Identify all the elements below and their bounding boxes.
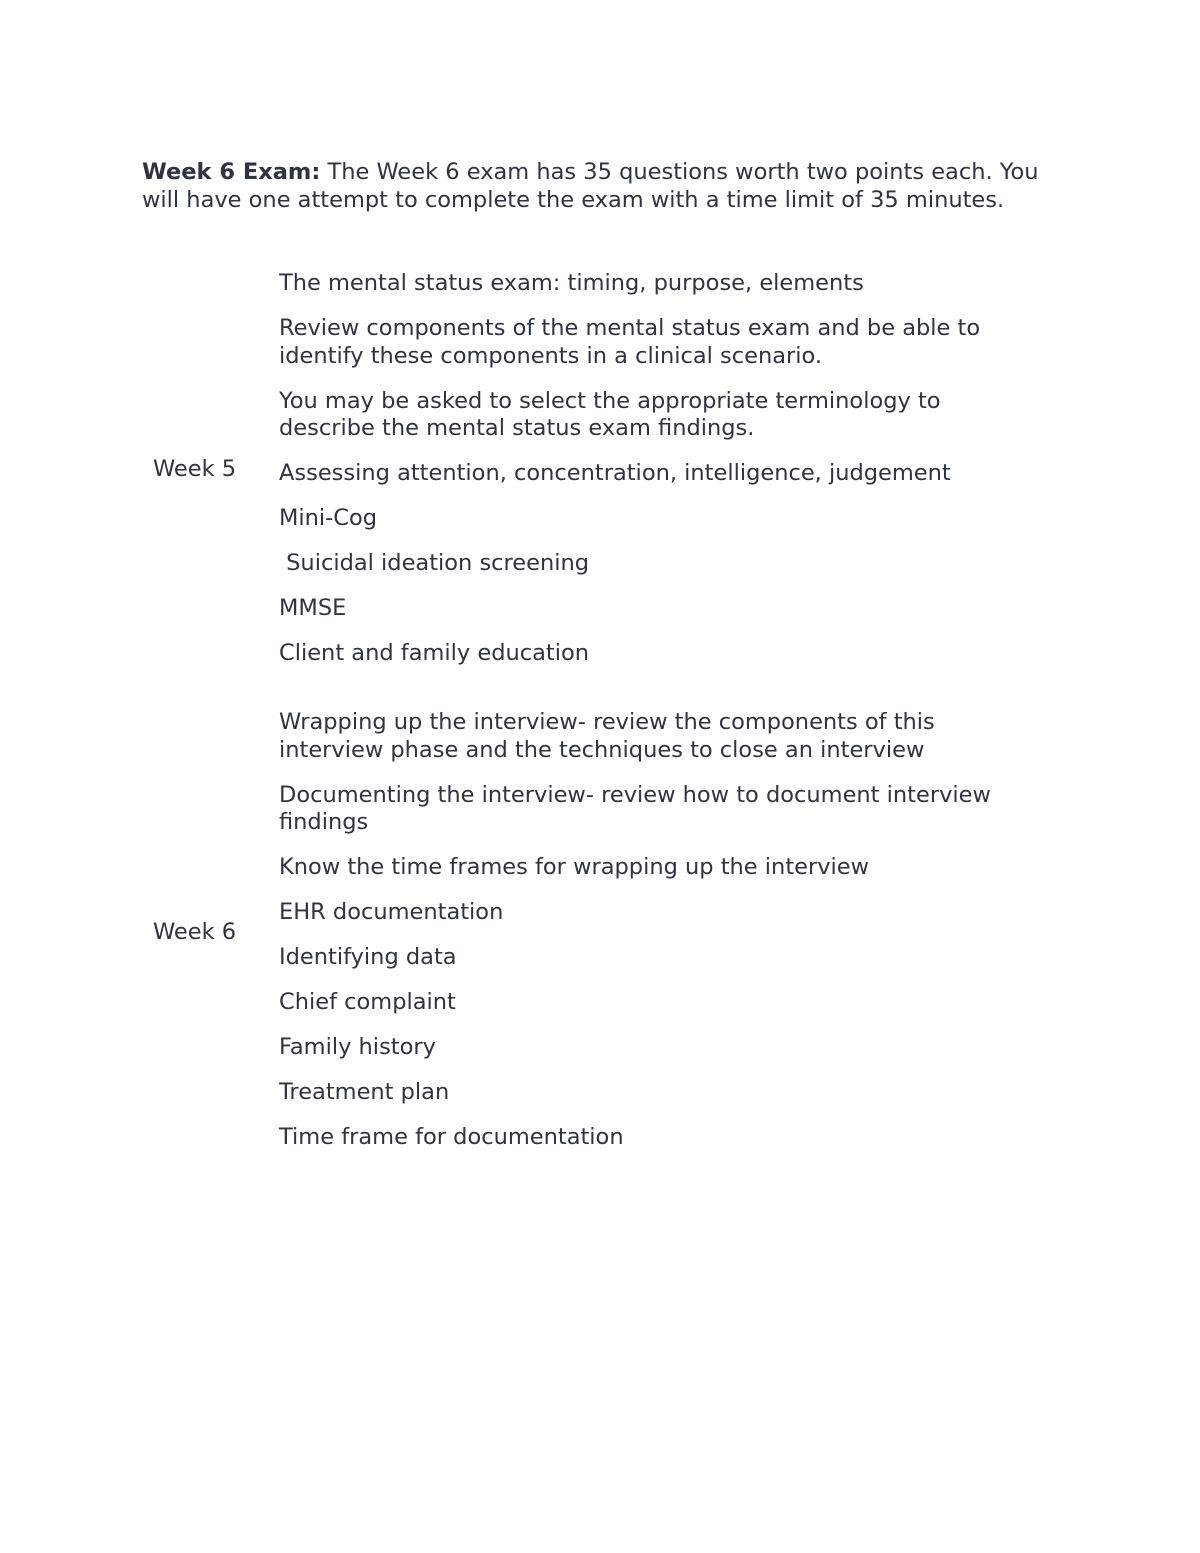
topic-item: Know the time frames for wrapping up the interview bbox=[279, 854, 870, 880]
exam-intro-lead: Week 6 Exam: bbox=[142, 159, 321, 185]
exam-intro-text: The Week 6 exam has 35 questions worth two points each. You will have one attempt to complete the exam with a time limit of 35 minutes. bbox=[142, 159, 1039, 213]
topic-item: Review components of the mental status exam and be able to identify these components in a clinical scenario. bbox=[279, 315, 981, 369]
week-5-topic-list bbox=[279, 270, 1039, 685]
topic-item: EHR documentation bbox=[279, 899, 504, 925]
topic-item: Documenting the interview- review how to document interview findings bbox=[279, 781, 991, 835]
topic-item: Wrapping up the interview- review the components of this interview phase and the techniques to close an interview bbox=[279, 709, 935, 763]
topic-item: Identifying data bbox=[279, 944, 457, 970]
exam-intro-paragraph bbox=[142, 158, 1052, 214]
week-6-label: Week 6 bbox=[153, 919, 237, 945]
topic-item: Treatment plan bbox=[279, 1079, 450, 1105]
topic-item: You may be asked to select the appropriate terminology to describe the mental status exam findings. bbox=[279, 387, 941, 441]
topic-item: Time frame for documentation bbox=[279, 1124, 624, 1150]
topic-item: Mini-Cog bbox=[279, 505, 378, 531]
week-5-label: Week 5 bbox=[153, 456, 237, 482]
topic-item: Suicidal ideation screening bbox=[279, 550, 590, 576]
week-6-topic-list bbox=[279, 709, 1039, 1169]
topic-item: Chief complaint bbox=[279, 989, 456, 1015]
topic-item: MMSE bbox=[279, 595, 347, 621]
topic-item: Client and family education bbox=[279, 640, 590, 666]
topic-item: Assessing attention, concentration, intelligence, judgement bbox=[279, 460, 951, 486]
topic-item: Family history bbox=[279, 1034, 436, 1060]
topic-item: The mental status exam: timing, purpose, elements bbox=[279, 270, 864, 296]
